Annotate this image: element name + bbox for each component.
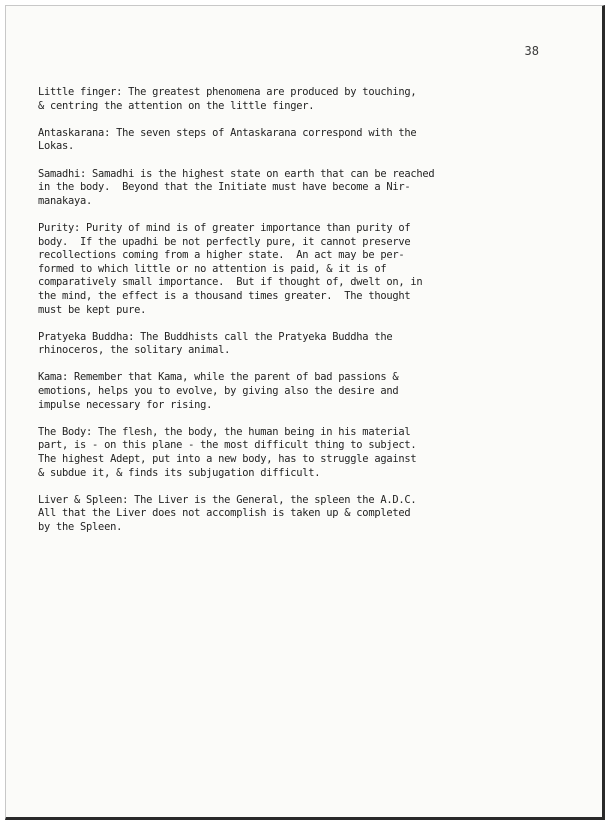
text-line: Samadhi: Samadhi is the highest state on earth that can be reached <box>38 167 435 180</box>
paragraph-liver-spleen <box>38 494 573 535</box>
text-line: by the Spleen. <box>38 521 123 533</box>
text-line: Purity: Purity of mind is of greater importance than purity of <box>38 221 411 234</box>
text-line: the mind, the effect is a thousand times greater. The thought <box>38 289 411 302</box>
text-line: rhinoceros, the solitary animal. <box>38 344 231 357</box>
text-line: emotions, helps you to evolve, by giving also the desire and <box>38 385 399 398</box>
text-line: manakaya. <box>38 194 93 207</box>
paragraph-kama <box>38 371 573 412</box>
text-line: All that the Liver does not accomplish is taken up & completed <box>38 507 411 520</box>
text-line: body. If the upadhi be not perfectly pure, it cannot preserve <box>38 235 411 248</box>
text-line: Kama: Remember that Kama, while the parent of bad passions & <box>38 371 399 384</box>
paragraph-purity <box>38 222 573 317</box>
text-line: & subdue it, & finds its subjugation difficult. <box>38 466 321 479</box>
paragraph-pratyeka-buddha <box>38 331 573 358</box>
text-line: must be kept pure. <box>38 303 147 316</box>
text-line: formed to which little or no attention is paid, & it is of <box>38 262 387 275</box>
text-line: comparatively small importance. But if thought of, dwelt on, in <box>38 276 423 289</box>
text-line: Lokas. <box>38 140 75 153</box>
text-line: in the body. Beyond that the Initiate must have become a Nir- <box>38 181 411 194</box>
paragraph-antaskarana <box>38 127 573 154</box>
document-page <box>5 5 605 820</box>
paragraph-samadhi <box>38 168 573 209</box>
text-line: Antaskarana: The seven steps of Antaskarana correspond with the <box>38 126 417 139</box>
text-line: impulse necessary for rising. <box>38 398 213 411</box>
paragraph-little-finger <box>38 86 573 113</box>
text-line: The highest Adept, put into a new body, has to struggle against <box>38 453 417 466</box>
page-number: 38 <box>524 44 539 58</box>
text-line: Pratyeka Buddha: The Buddhists call the Pratyeka Buddha the <box>38 330 393 343</box>
paragraph-the-body <box>38 426 573 480</box>
text-line: & centring the attention on the little finger. <box>38 99 315 112</box>
text-line: The Body: The flesh, the body, the human being in his material <box>38 425 411 438</box>
text-line: part, is - on this plane - the most difficult thing to subject. <box>38 439 417 452</box>
text-line: Little finger: The greatest phenomena are produced by touching, <box>38 86 417 98</box>
text-line: Liver & Spleen: The Liver is the General, the spleen the A.D.C. <box>38 493 417 506</box>
document-body <box>38 86 573 548</box>
text-line: recollections coming from a higher state. An act may be per- <box>38 249 405 262</box>
